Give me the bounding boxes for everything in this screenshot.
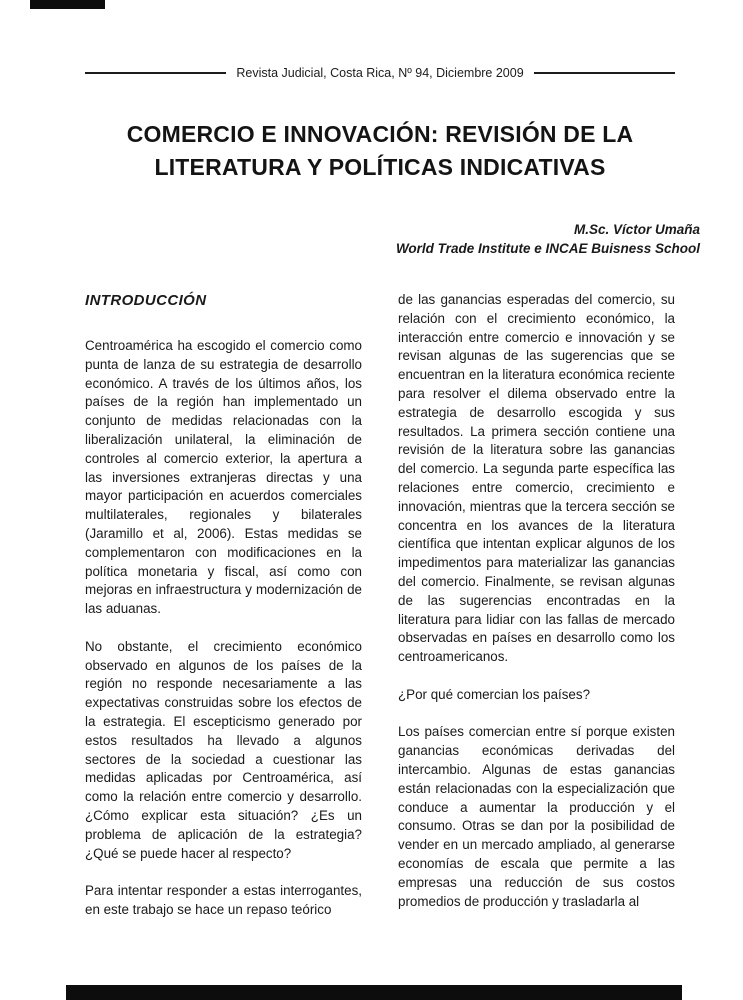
article-title-line-2: LITERATURA Y POLÍTICAS INDICATIVAS (154, 154, 606, 180)
left-column (85, 291, 362, 920)
body-columns (85, 291, 675, 920)
author-block (85, 220, 700, 258)
section-heading-introduction: INTRODUCCIÓN (85, 292, 207, 309)
paragraph-intro-2: No obstante, el crecimiento económico observado en algunos de los países de la región no responde necesariamente a las expectativas construidas sobre los efectos de la estrategia. El escepticismo generado por estos resultados ha llevado a algunos sectores de la sociedad a cuestionar las medidas aplicadas por Centroamérica, así como la relación entre comercio y desarrollo. ¿Cómo explicar esta situación? ¿Es un problema de aplicación de la estrategia? ¿Qué se puede hacer al respecto? (85, 638, 362, 861)
scan-artifact-bottom (66, 985, 682, 1000)
subheading-question: ¿Por qué comercian los países? (398, 686, 591, 702)
right-column (398, 291, 675, 920)
article-title (85, 118, 675, 184)
page-content (85, 0, 700, 920)
paragraph-intro-3: Para intentar responder a estas interrogantes, en este trabajo se hace un repaso teórico (85, 883, 362, 917)
paragraph-intro-1: Centroamérica ha escogido el comercio como punta de lanza de su estrategia de desarrollo económico. A través de los últimos años, los países de la región han implementado un conjunto de medidas relacionadas con la liberalización unilateral, la eliminación de controles al comercio exterior, la apertura a las inversiones extranjeras directas y una mayor participación en acuerdos comerciales multilaterales, regionales y bilaterales (Jaramillo et al, 2006). Estas medidas se complementaron con modificaciones en la política monetaria y fiscal, así como con mejoras en infraestructura y modernización de las aduanas. (85, 338, 362, 617)
author-name: M.Sc. Víctor Umaña (573, 222, 700, 237)
article-title-line-1: COMERCIO E INNOVACIÓN: REVISIÓN DE LA (126, 121, 634, 147)
paragraph-trade-gains: Los países comercian entre sí porque existen ganancias económicas derivadas del intercambio. Algunas de estas ganancias están relacionadas con la especialización que conduce a aumentar la producción y el consumo. Otras se dan por la posibilidad de vender en un mercado ampliado, al generarse economías de escala que permite a las empresas una reducción de sus costos promedios de producción y trasladarla al (398, 724, 675, 909)
header-rule-left (85, 72, 226, 74)
journal-header (85, 66, 675, 80)
header-rule-right (534, 72, 675, 74)
journal-header-text: Revista Judicial, Costa Rica, Nº 94, Diciembre 2009 (236, 66, 524, 80)
author-affiliation: World Trade Institute e INCAE Buisness School (395, 241, 700, 256)
paragraph-intro-continuation: de las ganancias esperadas del comercio, su relación con el crecimiento económico, la interacción entre comercio e innovación y se revisan algunas de las sugerencias que se encuentran en la literatura económica reciente para resolver el dilema observado entre la estrategia de desarrollo escogida y sus resultados. La primera sección contiene una revisión de la literatura sobre las ganancias del comercio. La segunda parte específica las relaciones entre comercio, crecimiento e innovación, mientras que la tercera sección se concentra en los avances de la literatura científica que intentan explicar algunos de los impedimentos para materializar las ganancias del comercio. Finalmente, se revisan algunas de las sugerencias encontradas en la literatura para lidiar con las fallas de mercado observadas en países en desarrollo como los centroamericanos. (398, 292, 675, 665)
